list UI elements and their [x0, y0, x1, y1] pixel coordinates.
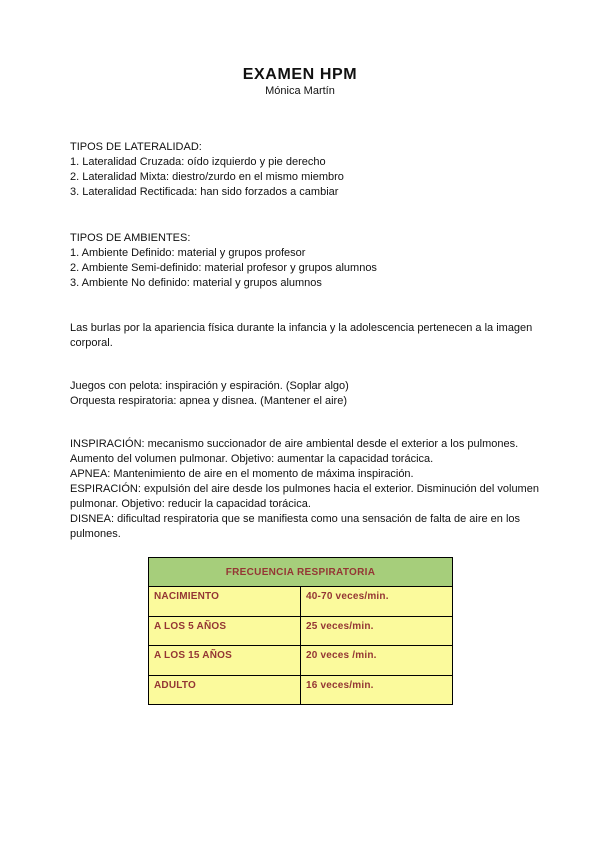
list-item: 2. Ambiente Semi-definido: material profesor y grupos alumnos — [70, 262, 377, 274]
list-item: 3. Lateralidad Rectificada: han sido forzados a cambiar — [70, 186, 339, 198]
row-label: NACIMIENTO — [149, 587, 301, 617]
row-value: 25 veces/min. — [301, 616, 453, 646]
row-value: 20 veces /min. — [301, 646, 453, 676]
row-value: 16 veces/min. — [301, 675, 453, 705]
list-item: 3. Ambiente No definido: material y grupos alumnos — [70, 277, 322, 289]
list-item: Orquesta respiratoria: apnea y disnea. (Mantener el aire) — [70, 395, 347, 407]
table-row — [149, 646, 453, 676]
row-value: 40-70 veces/min. — [301, 587, 453, 617]
page-title: EXAMEN HPM — [242, 66, 358, 83]
section-ambientes — [70, 231, 540, 291]
page-subtitle: Mónica Martín — [265, 85, 335, 97]
row-label: A LOS 5 AÑOS — [149, 616, 301, 646]
table-header-row — [149, 558, 453, 587]
row-label: ADULTO — [149, 675, 301, 705]
title-block — [0, 66, 600, 98]
table-row — [149, 675, 453, 705]
section-heading: TIPOS DE LATERALIDAD: — [70, 141, 202, 153]
list-item: 1. Lateralidad Cruzada: oído izquierdo y pie derecho — [70, 156, 326, 168]
row-label: A LOS 15 AÑOS — [149, 646, 301, 676]
paragraph: INSPIRACIÓN: mecanismo succionador de aire ambiental desde el exterior a los pulmones. Aumento del volumen pulmonar. Objetivo: aumentar la capacidad torácica. — [70, 438, 519, 465]
section-juegos — [70, 379, 540, 409]
frecuencia-respiratoria-table — [148, 557, 453, 705]
section-lateralidad — [70, 140, 540, 200]
section-heading: TIPOS DE AMBIENTES: — [70, 232, 191, 244]
list-item: Juegos con pelota: inspiración y espiración. (Soplar algo) — [70, 380, 349, 392]
paragraph: APNEA: Mantenimiento de aire en el momento de máxima inspiración. — [70, 468, 414, 480]
paragraph: ESPIRACIÓN: expulsión del aire desde los pulmones hacia el exterior. Disminución del volumen pulmonar. Objetivo: reducir la capacidad torácica. — [70, 483, 539, 510]
section-respiracion — [70, 437, 540, 542]
section-burlas — [70, 321, 538, 351]
list-item: 2. Lateralidad Mixta: diestro/zurdo en el mismo miembro — [70, 171, 344, 183]
table-title: FRECUENCIA RESPIRATORIA — [149, 558, 453, 587]
list-item: 1. Ambiente Definido: material y grupos profesor — [70, 247, 306, 259]
table-row — [149, 616, 453, 646]
paragraph: DISNEA: dificultad respiratoria que se manifiesta como una sensación de falta de aire en los pulmones. — [70, 513, 521, 540]
paragraph: Las burlas por la apariencia física durante la infancia y la adolescencia pertenecen a la imagen corporal. — [70, 322, 533, 349]
table-row — [149, 587, 453, 617]
